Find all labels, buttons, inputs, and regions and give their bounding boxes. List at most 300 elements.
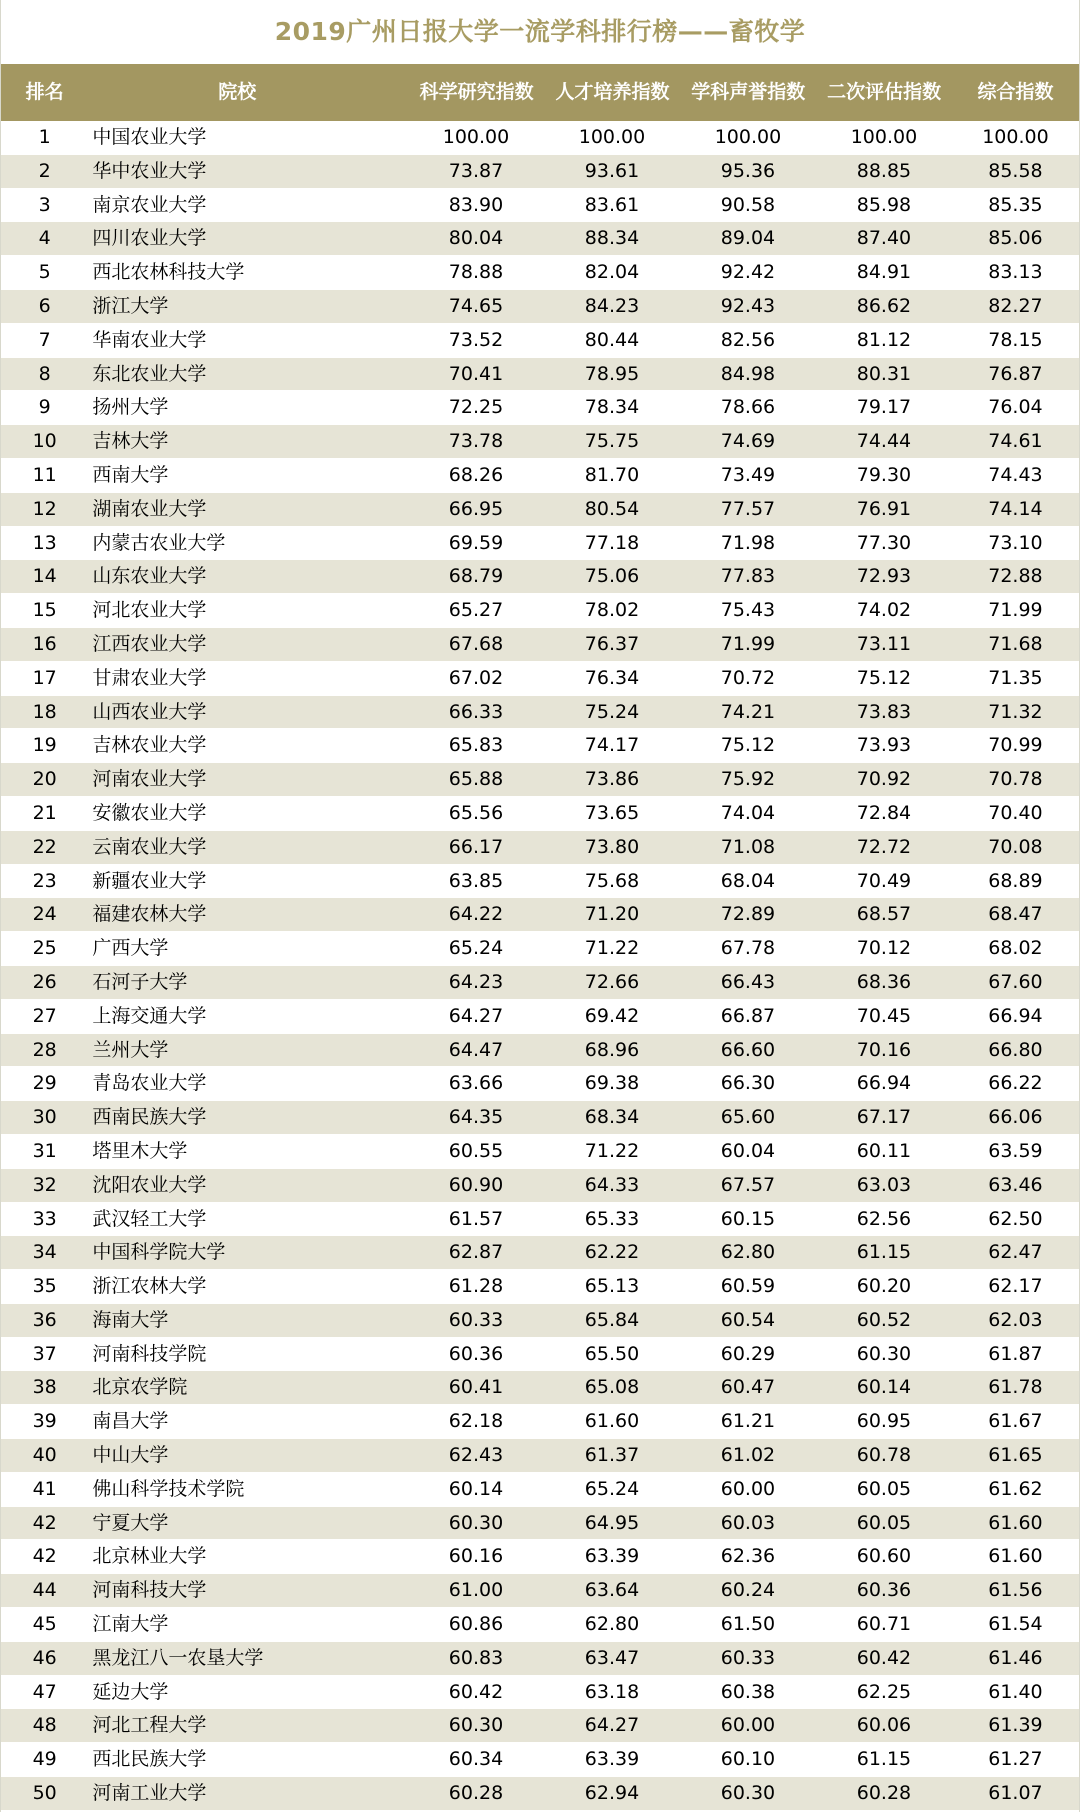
overall-index-cell: 61.40 <box>988 1680 1043 1703</box>
reputation-index-cell: 71.08 <box>720 835 776 858</box>
talent-index-cell: 93.61 <box>584 159 640 182</box>
rank-cell: 3 <box>38 193 51 216</box>
table-row <box>1 898 1079 932</box>
research-index-cell: 73.52 <box>448 328 504 351</box>
research-index-cell: 65.24 <box>448 937 504 960</box>
secondary-eval-index-cell: 73.11 <box>856 632 912 655</box>
talent-index-cell: 62.94 <box>584 1782 640 1805</box>
school-cell: 塔里木大学 <box>92 1139 188 1162</box>
talent-index-cell: 63.64 <box>584 1579 640 1602</box>
table-row <box>1 1642 1079 1676</box>
school-cell: 黑龙江八一农垦大学 <box>92 1646 264 1669</box>
reputation-index-cell: 60.59 <box>720 1275 776 1298</box>
rank-cell: 32 <box>32 1173 57 1196</box>
overall-index-cell: 73.10 <box>988 531 1043 554</box>
secondary-eval-index-cell: 63.03 <box>856 1173 912 1196</box>
secondary-eval-index-cell: 87.40 <box>856 227 912 250</box>
table-row <box>1 1473 1079 1507</box>
school-cell: 兰州大学 <box>92 1038 169 1061</box>
school-cell: 中国科学院大学 <box>92 1241 226 1264</box>
reputation-index-cell: 74.21 <box>720 700 776 723</box>
school-cell: 延边大学 <box>92 1680 169 1703</box>
reputation-index-cell: 67.57 <box>720 1173 776 1196</box>
secondary-eval-index-cell: 73.93 <box>856 734 912 757</box>
school-cell: 四川农业大学 <box>92 227 207 250</box>
overall-index-cell: 61.56 <box>988 1579 1043 1602</box>
reputation-index-cell: 73.49 <box>720 463 776 486</box>
reputation-index-cell: 60.38 <box>720 1680 776 1703</box>
rank-cell: 30 <box>32 1106 57 1129</box>
research-index-cell: 66.33 <box>448 700 504 723</box>
reputation-index-cell: 74.04 <box>720 801 776 824</box>
research-index-cell: 60.28 <box>448 1782 504 1805</box>
reputation-index-cell: 62.80 <box>720 1241 776 1264</box>
talent-index-cell: 69.42 <box>584 1004 640 1027</box>
research-index-cell: 100.00 <box>442 126 510 148</box>
table-row <box>1 932 1079 966</box>
research-index-cell: 73.78 <box>448 430 504 453</box>
rank-cell: 36 <box>32 1308 57 1331</box>
table-row <box>1 1574 1079 1608</box>
reputation-index-cell: 66.60 <box>720 1038 776 1061</box>
reputation-index-cell: 70.72 <box>720 666 776 689</box>
table-row <box>1 189 1079 223</box>
secondary-eval-index-cell: 68.36 <box>856 970 912 993</box>
rank-cell: 40 <box>32 1444 57 1467</box>
research-index-cell: 64.27 <box>448 1004 504 1027</box>
rank-cell: 33 <box>32 1207 57 1230</box>
research-index-cell: 63.66 <box>448 1072 504 1095</box>
table-row <box>1 1540 1079 1574</box>
overall-index-cell: 61.07 <box>988 1782 1043 1805</box>
secondary-eval-index-cell: 85.98 <box>856 193 912 216</box>
talent-index-cell: 73.86 <box>584 768 640 791</box>
table-row <box>1 256 1079 290</box>
overall-index-cell: 62.03 <box>988 1308 1043 1331</box>
school-cell: 武汉轻工大学 <box>92 1207 207 1230</box>
overall-index-cell: 74.14 <box>988 497 1043 520</box>
secondary-eval-index-cell: 60.78 <box>856 1444 912 1467</box>
rank-cell: 27 <box>32 1004 57 1027</box>
table-row <box>1 358 1079 392</box>
school-cell: 中国农业大学 <box>92 126 207 148</box>
research-index-cell: 62.87 <box>448 1241 504 1264</box>
reputation-index-cell: 90.58 <box>720 193 776 216</box>
reputation-index-cell: 75.43 <box>720 599 776 622</box>
research-index-cell: 61.57 <box>448 1207 504 1230</box>
research-index-cell: 64.35 <box>448 1106 504 1129</box>
rank-cell: 44 <box>32 1579 57 1602</box>
talent-index-cell: 73.80 <box>584 835 640 858</box>
column-header-talent-index: 人才培养指数 <box>555 81 670 103</box>
secondary-eval-index-cell: 60.28 <box>856 1782 912 1805</box>
research-index-cell: 65.56 <box>448 801 504 824</box>
school-cell: 西北民族大学 <box>92 1748 207 1771</box>
research-index-cell: 73.87 <box>448 159 504 182</box>
research-index-cell: 64.22 <box>448 903 504 926</box>
rank-cell: 50 <box>32 1782 57 1805</box>
table-row <box>1 628 1079 662</box>
secondary-eval-index-cell: 60.36 <box>856 1579 912 1602</box>
reputation-index-cell: 68.04 <box>720 869 776 892</box>
rank-cell: 2 <box>38 159 51 182</box>
rank-cell: 23 <box>32 869 57 892</box>
rank-cell: 8 <box>38 362 51 385</box>
rank-cell: 34 <box>32 1241 57 1264</box>
secondary-eval-index-cell: 70.45 <box>856 1004 912 1027</box>
research-index-cell: 66.17 <box>448 835 504 858</box>
talent-index-cell: 65.24 <box>584 1477 640 1500</box>
talent-index-cell: 100.00 <box>578 126 646 148</box>
rank-cell: 16 <box>32 632 57 655</box>
research-index-cell: 68.79 <box>448 565 504 588</box>
table-row <box>1 1067 1079 1101</box>
reputation-index-cell: 60.03 <box>720 1511 776 1534</box>
talent-index-cell: 65.84 <box>584 1308 640 1331</box>
talent-index-cell: 82.04 <box>584 261 640 284</box>
table-row <box>1 1169 1079 1203</box>
table-row <box>1 1203 1079 1237</box>
talent-index-cell: 80.44 <box>584 328 640 351</box>
column-header-school: 院校 <box>218 81 257 103</box>
overall-index-cell: 61.62 <box>988 1477 1043 1500</box>
secondary-eval-index-cell: 76.91 <box>856 497 912 520</box>
talent-index-cell: 81.70 <box>584 463 640 486</box>
rank-cell: 28 <box>32 1038 57 1061</box>
table-row <box>1 222 1079 256</box>
secondary-eval-index-cell: 70.16 <box>856 1038 912 1061</box>
rank-cell: 39 <box>32 1410 57 1433</box>
secondary-eval-index-cell: 72.72 <box>856 835 912 858</box>
overall-index-cell: 68.02 <box>988 937 1043 960</box>
overall-index-cell: 61.39 <box>988 1714 1043 1737</box>
secondary-eval-index-cell: 79.30 <box>856 463 912 486</box>
secondary-eval-index-cell: 60.14 <box>856 1376 912 1399</box>
table-row <box>1 1135 1079 1169</box>
rank-cell: 42 <box>32 1511 57 1534</box>
table-row <box>1 594 1079 628</box>
table-row <box>1 290 1079 324</box>
reputation-index-cell: 66.43 <box>720 970 776 993</box>
school-cell: 河南工业大学 <box>92 1782 207 1805</box>
overall-index-cell: 71.68 <box>988 632 1043 655</box>
talent-index-cell: 84.23 <box>584 294 640 317</box>
page-title: 2019广州日报大学一流学科排行榜——畜牧学 <box>274 17 806 46</box>
table-row <box>1 1439 1079 1473</box>
reputation-index-cell: 60.00 <box>720 1714 776 1737</box>
overall-index-cell: 70.78 <box>988 768 1043 791</box>
table-row <box>1 425 1079 459</box>
reputation-index-cell: 61.21 <box>720 1410 776 1433</box>
rank-cell: 10 <box>32 430 57 453</box>
rank-cell: 18 <box>32 700 57 723</box>
table-row <box>1 696 1079 730</box>
reputation-index-cell: 95.36 <box>720 159 776 182</box>
overall-index-cell: 74.43 <box>988 463 1043 486</box>
overall-index-cell: 61.67 <box>988 1410 1043 1433</box>
rank-cell: 20 <box>32 768 57 791</box>
table-row <box>1 763 1079 797</box>
research-index-cell: 67.68 <box>448 632 504 655</box>
secondary-eval-index-cell: 74.44 <box>856 430 912 453</box>
rank-cell: 46 <box>32 1646 57 1669</box>
talent-index-cell: 72.66 <box>584 970 640 993</box>
overall-index-cell: 66.22 <box>988 1072 1043 1095</box>
secondary-eval-index-cell: 77.30 <box>856 531 912 554</box>
secondary-eval-index-cell: 60.95 <box>856 1410 912 1433</box>
school-cell: 新疆农业大学 <box>92 869 207 892</box>
school-cell: 安徽农业大学 <box>92 801 207 824</box>
secondary-eval-index-cell: 60.05 <box>856 1477 912 1500</box>
school-cell: 江西农业大学 <box>92 632 207 655</box>
rank-cell: 21 <box>32 801 57 824</box>
reputation-index-cell: 60.29 <box>720 1342 776 1365</box>
overall-index-cell: 74.61 <box>988 430 1043 453</box>
school-cell: 宁夏大学 <box>92 1511 169 1534</box>
overall-index-cell: 62.50 <box>988 1207 1043 1230</box>
secondary-eval-index-cell: 60.05 <box>856 1511 912 1534</box>
school-cell: 南京农业大学 <box>92 193 207 216</box>
column-header-secondary-eval-index: 二次评估指数 <box>827 81 942 103</box>
table-row <box>1 1709 1079 1743</box>
rank-cell: 14 <box>32 565 57 588</box>
school-cell: 华南农业大学 <box>92 328 207 351</box>
column-header-research-index: 科学研究指数 <box>419 81 534 103</box>
research-index-cell: 60.41 <box>448 1376 504 1399</box>
school-cell: 中山大学 <box>92 1444 169 1467</box>
school-cell: 青岛农业大学 <box>92 1072 207 1095</box>
secondary-eval-index-cell: 79.17 <box>856 396 912 419</box>
research-index-cell: 65.88 <box>448 768 504 791</box>
school-cell: 河北工程大学 <box>92 1714 207 1737</box>
research-index-cell: 62.18 <box>448 1410 504 1433</box>
school-cell: 扬州大学 <box>92 396 169 419</box>
rank-cell: 12 <box>32 497 57 520</box>
school-cell: 吉林农业大学 <box>92 734 207 757</box>
rank-cell: 31 <box>32 1139 57 1162</box>
table-row <box>1 1270 1079 1304</box>
rank-cell: 49 <box>32 1748 57 1771</box>
talent-index-cell: 76.34 <box>584 666 640 689</box>
research-index-cell: 60.36 <box>448 1342 504 1365</box>
table-header <box>1 64 1079 121</box>
reputation-index-cell: 60.10 <box>720 1748 776 1771</box>
secondary-eval-index-cell: 61.15 <box>856 1241 912 1264</box>
overall-index-cell: 63.46 <box>988 1173 1043 1196</box>
rank-cell: 47 <box>32 1680 57 1703</box>
secondary-eval-index-cell: 86.62 <box>856 294 912 317</box>
table-row <box>1 527 1079 561</box>
research-index-cell: 60.34 <box>448 1748 504 1771</box>
secondary-eval-index-cell: 62.25 <box>856 1680 912 1703</box>
research-index-cell: 80.04 <box>448 227 504 250</box>
reputation-index-cell: 82.56 <box>720 328 776 351</box>
overall-index-cell: 61.60 <box>988 1511 1043 1534</box>
talent-index-cell: 61.60 <box>584 1410 640 1433</box>
research-index-cell: 60.33 <box>448 1308 504 1331</box>
research-index-cell: 60.16 <box>448 1545 504 1568</box>
secondary-eval-index-cell: 80.31 <box>856 362 912 385</box>
school-cell: 东北农业大学 <box>92 362 207 385</box>
school-cell: 北京农学院 <box>92 1376 188 1399</box>
talent-index-cell: 64.95 <box>584 1511 640 1534</box>
secondary-eval-index-cell: 60.30 <box>856 1342 912 1365</box>
rank-cell: 25 <box>32 937 57 960</box>
reputation-index-cell: 60.30 <box>720 1782 776 1805</box>
table-body <box>1 121 1079 1811</box>
research-index-cell: 63.85 <box>448 869 504 892</box>
research-index-cell: 66.95 <box>448 497 504 520</box>
research-index-cell: 61.00 <box>448 1579 504 1602</box>
table-row <box>1 1338 1079 1372</box>
overall-index-cell: 76.04 <box>988 396 1043 419</box>
rank-cell: 7 <box>38 328 51 351</box>
research-index-cell: 60.42 <box>448 1680 504 1703</box>
column-header-rank: 排名 <box>25 81 64 103</box>
school-cell: 山东农业大学 <box>92 565 207 588</box>
overall-index-cell: 78.15 <box>988 328 1043 351</box>
overall-index-cell: 82.27 <box>988 294 1043 317</box>
secondary-eval-index-cell: 84.91 <box>856 261 912 284</box>
secondary-eval-index-cell: 60.20 <box>856 1275 912 1298</box>
talent-index-cell: 71.22 <box>584 937 640 960</box>
secondary-eval-index-cell: 60.11 <box>856 1139 912 1162</box>
school-cell: 浙江大学 <box>92 294 169 317</box>
school-cell: 河北农业大学 <box>92 599 207 622</box>
research-index-cell: 83.90 <box>448 193 504 216</box>
table-row <box>1 1236 1079 1270</box>
overall-index-cell: 62.47 <box>988 1241 1043 1264</box>
talent-index-cell: 65.13 <box>584 1275 640 1298</box>
table-row <box>1 797 1079 831</box>
secondary-eval-index-cell: 73.83 <box>856 700 912 723</box>
research-index-cell: 72.25 <box>448 396 504 419</box>
reputation-index-cell: 74.69 <box>720 430 776 453</box>
talent-index-cell: 64.27 <box>584 1714 640 1737</box>
talent-index-cell: 78.02 <box>584 599 640 622</box>
table-row <box>1 493 1079 527</box>
school-cell: 沈阳农业大学 <box>92 1173 207 1196</box>
talent-index-cell: 69.38 <box>584 1072 640 1095</box>
talent-index-cell: 64.33 <box>584 1173 640 1196</box>
talent-index-cell: 78.95 <box>584 362 640 385</box>
column-header-overall-index: 综合指数 <box>977 81 1054 103</box>
reputation-index-cell: 60.54 <box>720 1308 776 1331</box>
overall-index-cell: 76.87 <box>988 362 1043 385</box>
rank-cell: 24 <box>32 903 57 926</box>
table-row <box>1 966 1079 1000</box>
rank-cell: 22 <box>32 835 57 858</box>
talent-index-cell: 63.39 <box>584 1545 640 1568</box>
secondary-eval-index-cell: 60.06 <box>856 1714 912 1737</box>
secondary-eval-index-cell: 67.17 <box>856 1106 912 1129</box>
school-cell: 西南大学 <box>92 463 169 486</box>
reputation-index-cell: 72.89 <box>720 903 776 926</box>
research-index-cell: 60.90 <box>448 1173 504 1196</box>
reputation-index-cell: 71.98 <box>720 531 776 554</box>
secondary-eval-index-cell: 72.84 <box>856 801 912 824</box>
overall-index-cell: 100.00 <box>982 126 1049 148</box>
table-row <box>1 155 1079 189</box>
reputation-index-cell: 71.99 <box>720 632 776 655</box>
rank-cell: 41 <box>32 1477 57 1500</box>
school-cell: 海南大学 <box>92 1308 169 1331</box>
overall-index-cell: 70.40 <box>988 801 1043 824</box>
reputation-index-cell: 92.42 <box>720 261 776 284</box>
reputation-index-cell: 60.24 <box>720 1579 776 1602</box>
talent-index-cell: 76.37 <box>584 632 640 655</box>
secondary-eval-index-cell: 75.12 <box>856 666 912 689</box>
overall-index-cell: 71.32 <box>988 700 1043 723</box>
research-index-cell: 60.30 <box>448 1511 504 1534</box>
research-index-cell: 64.47 <box>448 1038 504 1061</box>
talent-index-cell: 75.75 <box>584 430 640 453</box>
overall-index-cell: 68.47 <box>988 903 1043 926</box>
talent-index-cell: 63.47 <box>584 1646 640 1669</box>
rank-cell: 35 <box>32 1275 57 1298</box>
table-row <box>1 1743 1079 1777</box>
secondary-eval-index-cell: 88.85 <box>856 159 912 182</box>
overall-index-cell: 66.80 <box>988 1038 1043 1061</box>
table-row <box>1 1304 1079 1338</box>
rank-cell: 26 <box>32 970 57 993</box>
table-row <box>1 324 1079 358</box>
secondary-eval-index-cell: 100.00 <box>850 126 918 148</box>
school-cell: 广西大学 <box>92 937 169 960</box>
talent-index-cell: 62.80 <box>584 1613 640 1636</box>
overall-index-cell: 61.60 <box>988 1545 1043 1568</box>
overall-index-cell: 68.89 <box>988 869 1043 892</box>
reputation-index-cell: 77.57 <box>720 497 776 520</box>
reputation-index-cell: 89.04 <box>720 227 776 250</box>
rank-cell: 4 <box>38 227 51 250</box>
research-index-cell: 78.88 <box>448 261 504 284</box>
table-row <box>1 459 1079 493</box>
rank-cell: 42 <box>32 1545 57 1568</box>
school-cell: 福建农林大学 <box>92 903 207 926</box>
talent-index-cell: 61.37 <box>584 1444 640 1467</box>
secondary-eval-index-cell: 68.57 <box>856 903 912 926</box>
overall-index-cell: 61.54 <box>988 1613 1043 1636</box>
table-row <box>1 1507 1079 1541</box>
secondary-eval-index-cell: 60.42 <box>856 1646 912 1669</box>
reputation-index-cell: 77.83 <box>720 565 776 588</box>
reputation-index-cell: 66.87 <box>720 1004 776 1027</box>
overall-index-cell: 63.59 <box>988 1139 1043 1162</box>
reputation-index-cell: 60.00 <box>720 1477 776 1500</box>
talent-index-cell: 75.06 <box>584 565 640 588</box>
secondary-eval-index-cell: 81.12 <box>856 328 912 351</box>
overall-index-cell: 61.78 <box>988 1376 1043 1399</box>
secondary-eval-index-cell: 66.94 <box>856 1072 912 1095</box>
talent-index-cell: 68.34 <box>584 1106 640 1129</box>
research-index-cell: 65.83 <box>448 734 504 757</box>
talent-index-cell: 78.34 <box>584 396 640 419</box>
overall-index-cell: 70.08 <box>988 835 1043 858</box>
research-index-cell: 60.83 <box>448 1646 504 1669</box>
rank-cell: 1 <box>38 126 51 148</box>
overall-index-cell: 70.99 <box>988 734 1043 757</box>
research-index-cell: 67.02 <box>448 666 504 689</box>
reputation-index-cell: 92.43 <box>720 294 776 317</box>
research-index-cell: 68.26 <box>448 463 504 486</box>
rank-cell: 5 <box>38 261 51 284</box>
school-cell: 北京林业大学 <box>92 1545 207 1568</box>
reputation-index-cell: 78.66 <box>720 396 776 419</box>
reputation-index-cell: 66.30 <box>720 1072 776 1095</box>
overall-index-cell: 85.06 <box>988 227 1043 250</box>
table-row <box>1 662 1079 696</box>
